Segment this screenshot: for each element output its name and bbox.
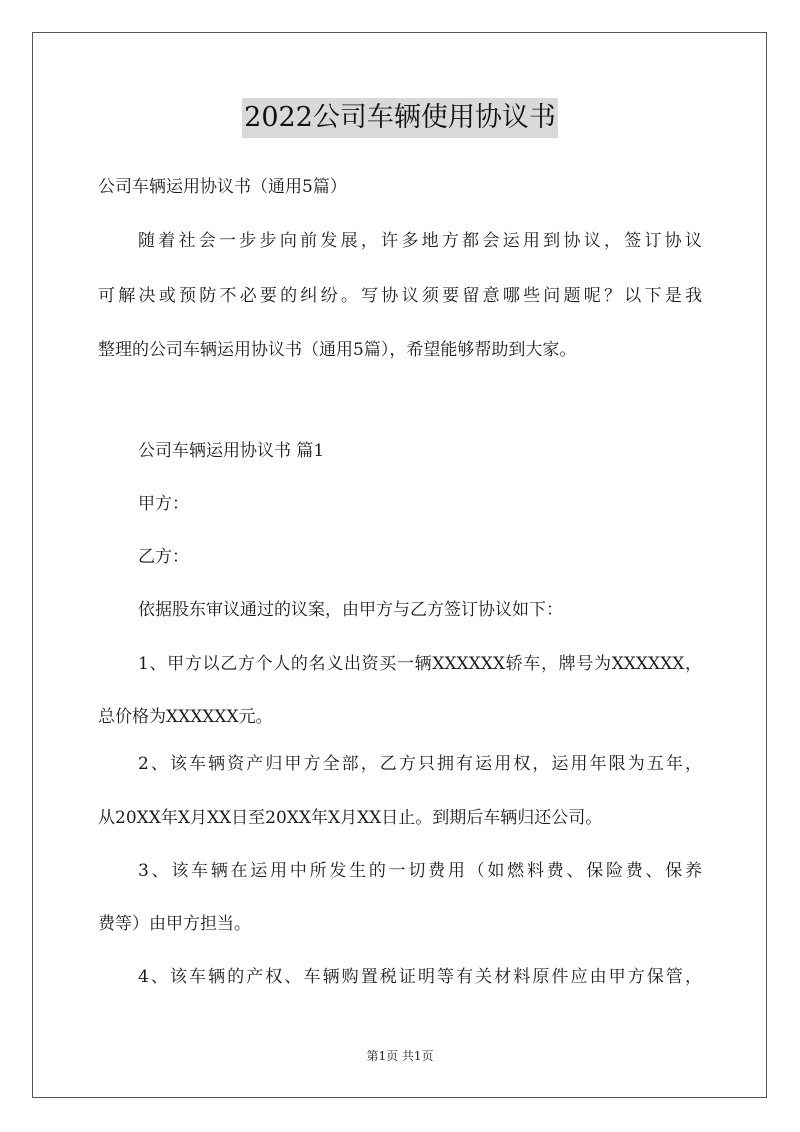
clause-line-1: 1、甲方以乙方个人的名义出资买一辆XXXXXX轿车，牌号为XXXXXX， xyxy=(138,654,702,674)
clause-line-7: 4、该车辆的产权、车辆购置税证明等有关材料原件应由甲方保管， xyxy=(138,967,702,987)
party-a-label: 甲方： xyxy=(138,494,189,514)
agreement-intro: 依据股东审议通过的议案，由甲方与乙方签订协议如下： xyxy=(138,600,563,620)
intro-line-1: 随着社会一步步向前发展，许多地方都会运用到协议，签订协议 xyxy=(138,231,702,251)
document-title: 2022公司车辆使用协议书 xyxy=(242,98,558,138)
clause-line-3: 2、该车辆资产归甲方全部，乙方只拥有运用权，运用年限为五年， xyxy=(138,754,702,774)
page-footer: 第1页 共1页 xyxy=(366,1049,434,1063)
title-container xyxy=(0,98,800,138)
clause-line-4: 从20XX年X月XX日至20XX年X月XX日止。到期后车辆归还公司。 xyxy=(98,808,603,828)
clause-line-2: 总价格为XXXXXX元。 xyxy=(98,707,273,727)
clause-line-5: 3、该车辆在运用中所发生的一切费用（如燃料费、保险费、保养 xyxy=(138,861,702,881)
clause-line-6: 费等）由甲方担当。 xyxy=(98,914,251,934)
document-subtitle: 公司车辆运用协议书（通用5篇） xyxy=(98,177,347,197)
party-b-label: 乙方： xyxy=(138,547,189,567)
section-heading: 公司车辆运用协议书 篇1 xyxy=(138,441,325,461)
intro-line-2: 可解决或预防不必要的纠纷。写协议须要留意哪些问题呢？以下是我 xyxy=(98,286,702,306)
intro-line-3: 整理的公司车辆运用协议书（通用5篇），希望能够帮助到大家。 xyxy=(98,340,577,360)
